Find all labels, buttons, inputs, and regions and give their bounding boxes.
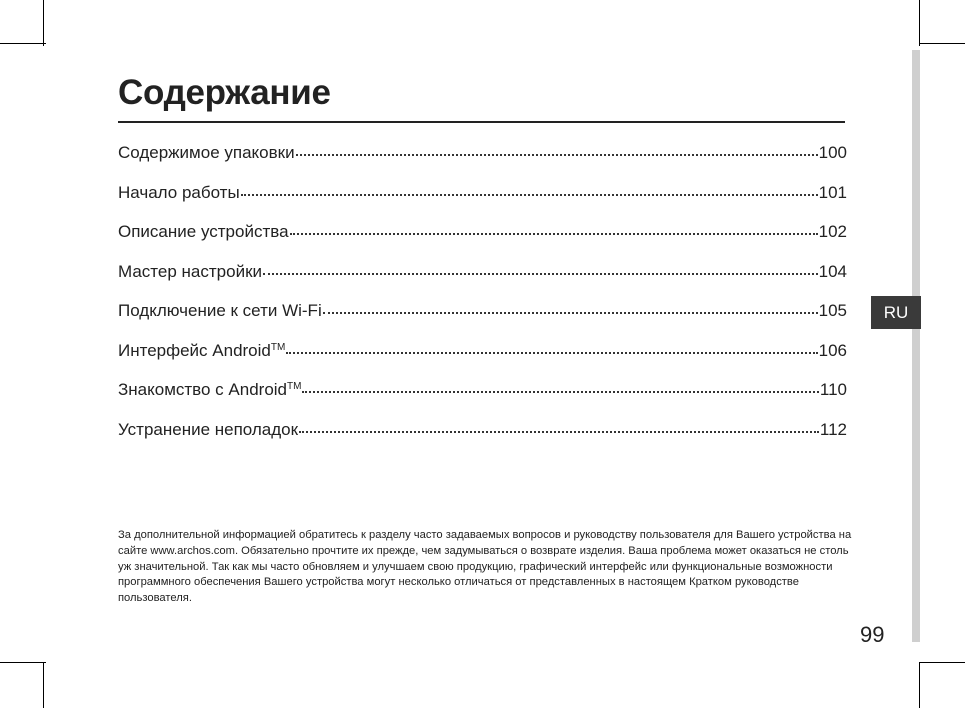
toc-entry[interactable] — [118, 130, 847, 170]
toc-entry-page: 110 — [819, 380, 847, 399]
toc-leader — [263, 260, 818, 275]
toc-entry[interactable] — [118, 288, 847, 328]
toc-entry-page: 101 — [818, 182, 847, 202]
toc-entry-page: 106 — [818, 340, 847, 360]
crop-mark — [919, 0, 920, 46]
crop-mark — [919, 662, 920, 708]
toc-leader — [302, 378, 818, 393]
table-of-contents — [118, 130, 847, 446]
footnote: За дополнительной информацией обратитесь к разделу часто задаваемых вопросов и руководству пользователя для Вашего устройства на сайте www.archos.com. Обязательно прочтите их прежде, чем задумываться о возврате изделия. Ваша проблема может оказаться не столь уж значительной. Так как мы часто обновляем и улучшаем свою продукцию, графический интерфейс или функциональные возможности программного обеспечения Вашего устройства могут несколько отличаться от представленных в настоящем Кратком руководстве пользователя. — [118, 529, 852, 605]
toc-entry[interactable] — [118, 407, 847, 447]
toc-leader — [299, 418, 819, 433]
toc-entry-page: 100 — [818, 143, 847, 162]
toc-entry[interactable] — [118, 170, 847, 210]
toc-leader — [286, 339, 817, 354]
toc-entry-label: Подключение к сети Wi-Fi — [118, 301, 322, 320]
crop-mark — [919, 662, 965, 663]
toc-entry-label: Начало работы — [118, 182, 240, 202]
side-bar — [912, 50, 920, 642]
toc-entry[interactable] — [118, 328, 847, 368]
crop-mark — [0, 662, 46, 663]
toc-leader — [241, 181, 818, 196]
toc-entry[interactable] — [118, 367, 847, 407]
language-tab: RU — [871, 296, 921, 329]
toc-entry-label: Интерфейс Android™ — [118, 340, 286, 360]
crop-mark — [43, 662, 44, 708]
toc-entry[interactable] — [118, 209, 847, 249]
toc-entry[interactable] — [118, 249, 847, 289]
toc-entry-label: Устранение неполадок — [118, 419, 299, 439]
toc-entry-page: 105 — [818, 301, 847, 320]
page-title: Содержание — [118, 73, 331, 112]
crop-mark — [0, 43, 46, 44]
toc-entry-label: Мастер настройки — [118, 261, 263, 281]
page-number: 99 — [860, 622, 885, 647]
toc-leader — [296, 141, 818, 156]
toc-entry-label: Знакомство с Android™ — [118, 380, 302, 399]
crop-mark — [43, 0, 44, 46]
toc-entry-label: Описание устройства — [118, 222, 289, 241]
toc-leader — [323, 299, 818, 314]
toc-entry-label: Содержимое упаковки — [118, 143, 295, 162]
toc-entry-page: 102 — [818, 222, 847, 241]
toc-entry-page: 112 — [819, 419, 847, 439]
toc-entry-page: 104 — [818, 261, 847, 281]
crop-mark — [919, 43, 965, 44]
title-rule — [118, 121, 845, 123]
toc-leader — [290, 220, 818, 235]
